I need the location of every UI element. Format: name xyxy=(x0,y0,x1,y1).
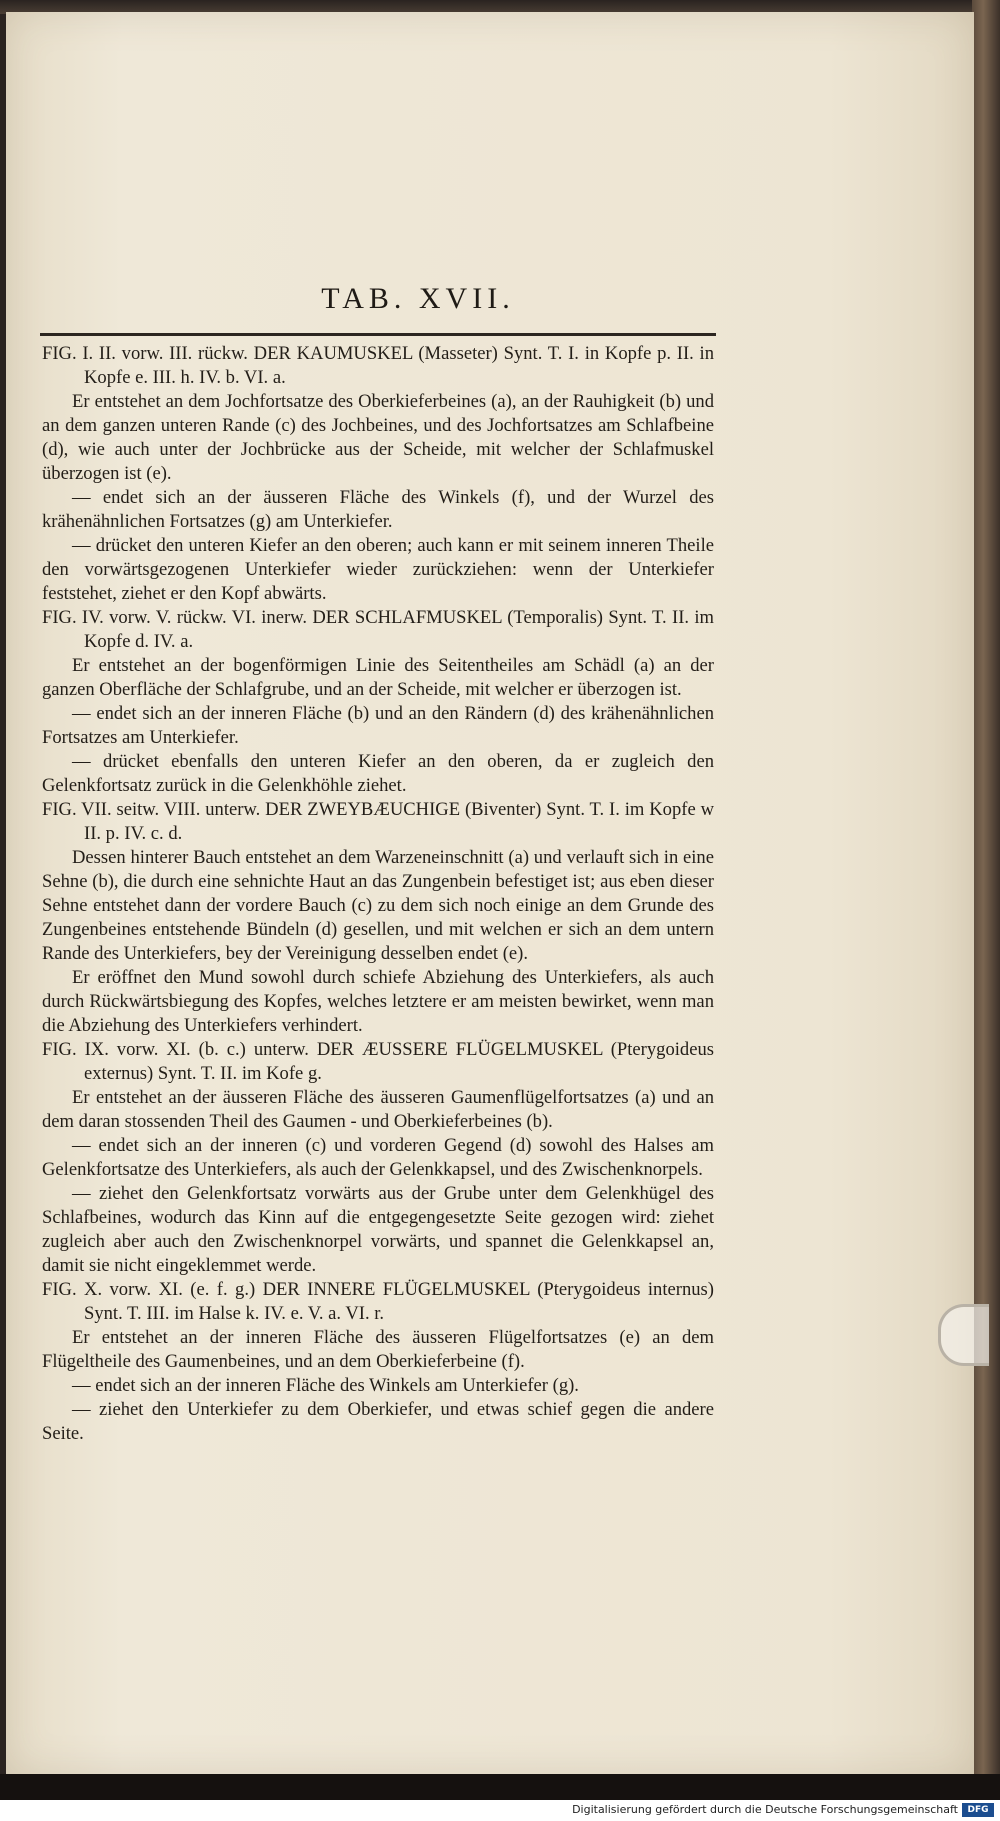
text-paragraph: — drücket den unteren Kiefer an den oberen; auch kann er mit seinem inneren Theile den vorwärtsgezogenen Unterkiefer wieder zurückziehen: wenn der Unterkiefer feststehet, ziehet er den Kopf abwärts. xyxy=(42,535,714,604)
title-rule xyxy=(40,333,716,336)
footer-credit: Digitalisierung gefördert durch die Deutsche Forschungsgemeinschaft xyxy=(572,1803,958,1816)
book-bottom-edge xyxy=(0,1774,1000,1800)
figure-heading: FIG. IV. vorw. V. rückw. VI. inerw. DER SCHLAFMUSKEL (Temporalis) Synt. T. II. im Kopfe d. IV. a. xyxy=(42,607,714,652)
text-paragraph: Er eröffnet den Mund sowohl durch schiefe Abziehung des Unterkiefers, als auch durch Rückwärtsbiegung des Kopfes, welches letztere er am meisten bewirket, wenn man die Abziehung des Unterkiefers verhindert. xyxy=(42,967,714,1036)
text-paragraph: — endet sich an der inneren (c) und vorderen Gegend (d) sowohl des Halses am Gelenkfortsatze des Unterkiefers, als auch der Gelenkkapsel, und des Zwischenknorpels. xyxy=(42,1135,714,1180)
text-paragraph: — drücket ebenfalls den unteren Kiefer an den oberen, da er zugleich den Gelenkfortsatz zurück in die Gelenkhöhle ziehet. xyxy=(42,751,714,796)
text-paragraph: Er entstehet an der äusseren Fläche des äusseren Gaumenflügelfortsatzes (a) und an dem daran stossenden Theil des Gaumen - und Oberkieferbeines (b). xyxy=(42,1087,714,1132)
figure-heading: FIG. I. II. vorw. III. rückw. DER KAUMUSKEL (Masseter) Synt. T. I. in Kopfe p. II. in Kopfe e. III. h. IV. b. VI. a. xyxy=(42,343,714,388)
paper-clip-mark xyxy=(938,1304,989,1366)
book-spine xyxy=(972,0,1000,1800)
text-paragraph: Er entstehet an der inneren Fläche des äusseren Flügelfortsatzes (e) an dem Flügeltheile des Gaumenbeines, und an dem Oberkieferbeine (f). xyxy=(42,1327,714,1372)
text-paragraph: Dessen hinterer Bauch entstehet an dem Warzeneinschnitt (a) und verlauft sich in eine Sehne (b), die durch eine sehnichte Haut an das Zungenbein befestiget ist; aus eben dieser Sehne entstehet dann der vordere Bauch (c) zu dem sich noch einige an dem Grunde des Zungenbeines entstehende Bündeln (d) gesellen, und mit welchen er sich an dem untern Rande des Unterkiefers, bey der Vereinigung desselben endet (e). xyxy=(42,847,714,964)
text-paragraph: — ziehet den Gelenkfortsatz vorwärts aus der Grube unter dem Gelenkhügel des Schlafbeines, wodurch das Kinn auf die entgegengesetzte Seite gezogen wird: ziehet zugleich aber auch den Zwischenknorpel vorwärts, und spannet die Gelenkkapsel an, damit sie nicht eingeklemmet werde. xyxy=(42,1183,714,1276)
page-text xyxy=(42,342,714,1446)
text-paragraph: — ziehet den Unterkiefer zu dem Oberkiefer, und etwas schief gegen die andere Seite. xyxy=(42,1399,714,1444)
text-paragraph: — endet sich an der inneren Fläche des Winkels am Unterkiefer (g). xyxy=(72,1375,579,1396)
text-paragraph: — endet sich an der äusseren Fläche des Winkels (f), und der Wurzel des krähenähnlichen Fortsatzes (g) am Unterkiefer. xyxy=(42,487,714,532)
dfg-logo: DFG xyxy=(962,1803,994,1817)
text-paragraph: — endet sich an der inneren Fläche (b) und an den Rändern (d) des krähenähnlichen Fortsatzes am Unterkiefer. xyxy=(42,703,714,748)
figure-heading: FIG. IX. vorw. XI. (b. c.) unterw. DER ÆUSSERE FLÜGELMUSKEL (Pterygoideus externus) Synt. T. II. im Kofe g. xyxy=(42,1039,714,1084)
text-paragraph: Er entstehet an dem Jochfortsatze des Oberkieferbeines (a), an der Rauhigkeit (b) und an dem ganzen unteren Rande (c) des Jochbeines, und des Jochfortsatzes am Schlafbeine (d), wie auch unter der Jochbrücke aus der Scheide, mit welcher der Schlafmuskel überzogen ist (e). xyxy=(42,391,714,484)
figure-heading: FIG. X. vorw. XI. (e. f. g.) DER INNERE FLÜGELMUSKEL (Pterygoideus internus) Synt. T. III. im Halse k. IV. e. V. a. VI. r. xyxy=(42,1279,714,1324)
text-paragraph: Er entstehet an der bogenförmigen Linie des Seitentheiles am Schädl (a) an der ganzen Oberfläche der Schlafgrube, und an der Scheide, mit welcher er überzogen ist. xyxy=(42,655,714,700)
plate-title: TAB. XVII. xyxy=(321,282,515,315)
figure-heading: FIG. VII. seitw. VIII. unterw. DER ZWEYBÆUCHIGE (Biventer) Synt. T. I. im Kopfe w II. p. IV. c. d. xyxy=(42,799,714,844)
footer-bar xyxy=(0,1800,1000,1821)
